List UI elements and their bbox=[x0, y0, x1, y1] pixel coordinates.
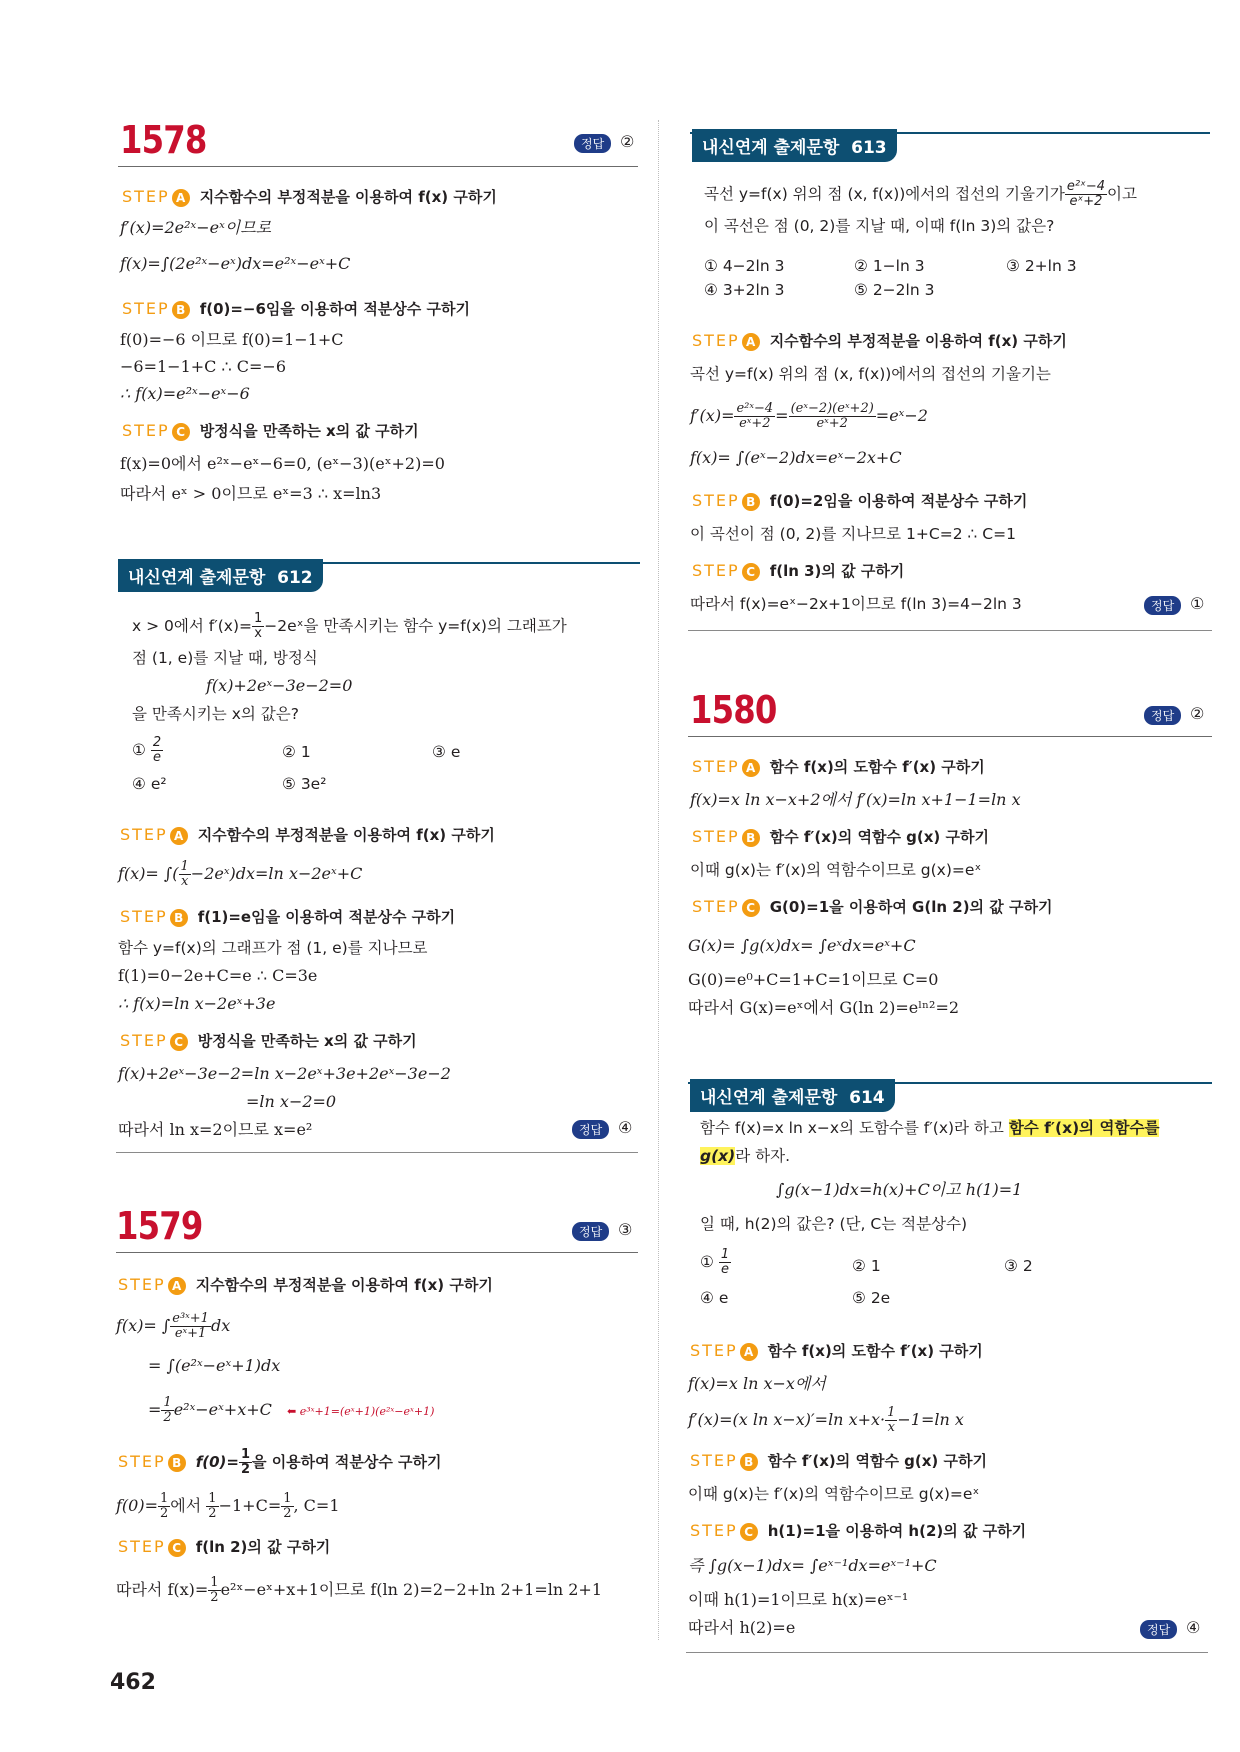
step-letter: A bbox=[172, 189, 190, 207]
text: f(x)= ∫ bbox=[116, 1316, 171, 1335]
divider bbox=[116, 1152, 638, 1153]
line: G(0)=e⁰+C=1+C=1이므로 C=0 bbox=[688, 970, 939, 989]
denominator: x bbox=[254, 626, 262, 641]
divider bbox=[688, 630, 1212, 631]
tag-number: 612 bbox=[277, 568, 313, 588]
step-word: STEP bbox=[690, 1341, 738, 1360]
answer-badge: 정답 bbox=[1140, 1620, 1177, 1639]
denominator: 2 bbox=[240, 1462, 250, 1477]
option-4: ④ e bbox=[700, 1289, 729, 1307]
equation: f(x)+2eˣ−3e−2=0 bbox=[206, 676, 353, 695]
denominator: 2 bbox=[160, 1506, 169, 1521]
line: 따라서 f(x)=eˣ−2x+1이므로 f(ln 3)=4−2ln 3 bbox=[690, 595, 1022, 613]
option-3: ③ 2+ln 3 bbox=[1006, 257, 1077, 275]
denominator: 2 bbox=[283, 1506, 292, 1521]
answer-613: ① bbox=[1190, 594, 1205, 613]
option-2: ② 1 bbox=[852, 1257, 881, 1275]
option-2: ② 1 bbox=[282, 743, 311, 761]
step-title: 함수 f(x)의 도함수 f′(x) 구하기 bbox=[769, 758, 985, 776]
text: f(x)= ∫( bbox=[118, 864, 179, 883]
tag-label: 내신연계 출제문항 bbox=[128, 568, 266, 588]
numerator: e²ˣ−4 bbox=[1066, 179, 1106, 194]
step-b-1580 bbox=[692, 826, 989, 847]
numerator: (eˣ−2)(eˣ+2) bbox=[790, 401, 874, 416]
line bbox=[118, 860, 362, 889]
text: =eˣ−2 bbox=[875, 406, 928, 425]
highlighted-text: 함수 f′(x)의 역함수를 bbox=[1008, 1119, 1160, 1137]
step-title: f(0)= bbox=[195, 1453, 239, 1471]
step-word: STEP bbox=[122, 421, 170, 440]
numerator: 1 bbox=[208, 1491, 217, 1506]
step-title: f(0)=−6임을 이용하여 적분상수 구하기 bbox=[199, 300, 470, 318]
option-3: ③ e bbox=[432, 743, 461, 761]
answer-badge: 정답 bbox=[1144, 596, 1181, 615]
text: e²ˣ−eˣ+x+1이므로 f(ln 2)=2−2+ln 2+1=ln 2+1 bbox=[220, 1580, 602, 1599]
linked-problem-tag-614 bbox=[690, 1079, 895, 1112]
step-b-614 bbox=[690, 1450, 987, 1471]
line: 함수 y=f(x)의 그래프가 점 (1, e)를 지나므로 bbox=[118, 939, 428, 957]
step-title: 지수함수의 부정적분을 이용하여 f(x) 구하기 bbox=[195, 1276, 493, 1294]
denominator: eˣ+2 bbox=[1069, 194, 1103, 209]
step-c-1580 bbox=[692, 896, 1052, 917]
step-word: STEP bbox=[692, 561, 740, 580]
fraction bbox=[1065, 180, 1107, 209]
step-word: STEP bbox=[692, 331, 740, 350]
line: f′(x)=2e²ˣ−eˣ이므로 bbox=[120, 218, 272, 237]
line: 이 곡선이 점 (0, 2)를 지나므로 1+C=2 ∴ C=1 bbox=[690, 525, 1016, 543]
step-a-1579 bbox=[118, 1274, 493, 1295]
step-c-612 bbox=[120, 1030, 417, 1051]
question-line bbox=[700, 1118, 1159, 1138]
option-2: ② 1−ln 3 bbox=[854, 257, 925, 275]
question-line bbox=[704, 180, 1137, 209]
fraction bbox=[206, 1492, 218, 1521]
step-letter: B bbox=[172, 301, 190, 319]
line: −6=1−1+C ∴ C=−6 bbox=[120, 357, 286, 376]
text: 함수 f(x)=x ln x−x의 도함수를 f′(x)라 하고 bbox=[700, 1119, 1004, 1137]
line bbox=[690, 402, 928, 431]
numerator: 1 bbox=[283, 1491, 292, 1506]
text: f(0)= bbox=[116, 1496, 158, 1515]
option-5: ⑤ 2e bbox=[852, 1289, 891, 1307]
line: ∴ f(x)=ln x−2eˣ+3e bbox=[118, 994, 276, 1013]
fraction bbox=[208, 1576, 220, 1605]
line: 따라서 h(2)=e bbox=[688, 1618, 796, 1637]
fraction bbox=[161, 1396, 173, 1425]
numerator: 2 bbox=[152, 735, 162, 750]
step-a-1580 bbox=[692, 756, 985, 777]
step-title: 지수함수의 부정적분을 이용하여 f(x) 구하기 bbox=[199, 188, 497, 206]
text: 곡선 y=f(x) 위의 점 (x, f(x))에서의 접선의 기울기가 bbox=[704, 185, 1065, 203]
text: −2eˣ)dx=ln x−2eˣ+C bbox=[190, 864, 363, 883]
step-letter: A bbox=[168, 1277, 186, 1295]
highlighted-text: g(x) bbox=[700, 1147, 736, 1165]
option-4: ④ 3+2ln 3 bbox=[704, 281, 785, 299]
step-title: 함수 f′(x)의 역함수 g(x) 구하기 bbox=[767, 1452, 987, 1470]
denominator: 2 bbox=[208, 1506, 217, 1521]
step-letter: A bbox=[740, 1343, 758, 1361]
answer-614: ④ bbox=[1186, 1618, 1201, 1637]
line bbox=[116, 1312, 230, 1341]
line: ∴ f(x)=e²ˣ−eˣ−6 bbox=[120, 384, 250, 403]
text: , C=1 bbox=[293, 1496, 340, 1515]
numerator: e³ˣ+1 bbox=[172, 1311, 209, 1326]
step-c-1578 bbox=[122, 420, 419, 441]
problem-number-1579: 1579 bbox=[116, 1204, 203, 1248]
step-letter: C bbox=[742, 563, 760, 581]
denominator: eˣ+2 bbox=[816, 416, 848, 431]
text: = bbox=[148, 1400, 162, 1419]
step-word: STEP bbox=[690, 1521, 738, 1540]
line: f(x)=x ln x−x에서 bbox=[688, 1374, 826, 1393]
text: −1=ln x bbox=[897, 1410, 964, 1429]
step-letter: C bbox=[170, 1033, 188, 1051]
numerator: 1 bbox=[210, 1575, 219, 1590]
option-5: ⑤ 2−2ln 3 bbox=[854, 281, 935, 299]
line: f(1)=0−2e+C=e ∴ C=3e bbox=[118, 966, 318, 985]
step-title: 방정식을 만족하는 x의 값 구하기 bbox=[199, 422, 419, 440]
step-word: STEP bbox=[120, 1031, 168, 1050]
tag-number: 613 bbox=[851, 138, 887, 158]
option-1 bbox=[132, 736, 163, 765]
problem-number-1578: 1578 bbox=[120, 118, 207, 162]
column-separator bbox=[658, 120, 659, 1640]
denominator: x bbox=[180, 874, 189, 889]
denominator: x bbox=[887, 1420, 895, 1435]
question-line: 일 때, h(2)의 값은? (단, C는 적분상수) bbox=[700, 1215, 968, 1233]
step-letter: A bbox=[170, 827, 188, 845]
page-number: 462 bbox=[110, 1670, 156, 1695]
line: =ln x−2=0 bbox=[246, 1092, 337, 1111]
divider bbox=[118, 166, 638, 167]
answer-badge: 정답 bbox=[572, 1222, 609, 1241]
text: x > 0에서 f′(x)= bbox=[132, 617, 252, 635]
line bbox=[116, 1492, 340, 1521]
step-word: STEP bbox=[122, 299, 170, 318]
step-letter: C bbox=[740, 1523, 758, 1541]
linked-problem-tag-613 bbox=[692, 129, 897, 162]
step-c-1579 bbox=[118, 1536, 330, 1557]
step-letter: B bbox=[168, 1454, 186, 1472]
option-1 bbox=[700, 1248, 731, 1277]
numerator: 1 bbox=[240, 1447, 250, 1462]
step-word: STEP bbox=[692, 491, 740, 510]
step-a-614 bbox=[690, 1340, 983, 1361]
answer-badge: 정답 bbox=[574, 134, 611, 153]
step-word: STEP bbox=[692, 827, 740, 846]
option-label: ① bbox=[132, 741, 146, 759]
step-title: f(ln 2)의 값 구하기 bbox=[195, 1538, 331, 1556]
line: 따라서 G(x)=eˣ에서 G(ln 2)=eˡⁿ²=2 bbox=[688, 998, 960, 1017]
text: = bbox=[775, 406, 789, 425]
step-title: h(1)=1을 이용하여 h(2)의 값 구하기 bbox=[767, 1522, 1027, 1540]
line: 이때 g(x)는 f′(x)의 역함수이므로 g(x)=eˣ bbox=[690, 861, 982, 879]
step-letter: C bbox=[172, 423, 190, 441]
text: −2eˣ을 만족시키는 함수 y=f(x)의 그래프가 bbox=[264, 617, 567, 635]
step-word: STEP bbox=[120, 825, 168, 844]
annotation-note: ⬅ e³ˣ+1=(eˣ+1)(e²ˣ−eˣ+1) bbox=[286, 1405, 435, 1418]
fraction bbox=[179, 860, 191, 889]
fraction bbox=[158, 1492, 170, 1521]
tag-number: 614 bbox=[849, 1088, 885, 1108]
fraction bbox=[151, 736, 163, 765]
step-word: STEP bbox=[118, 1537, 166, 1556]
step-a-613 bbox=[692, 330, 1067, 351]
numerator: 1 bbox=[720, 1247, 730, 1262]
step-b-613 bbox=[692, 490, 1027, 511]
step-letter: B bbox=[742, 829, 760, 847]
step-letter: A bbox=[742, 759, 760, 777]
question-line: 이 곡선은 점 (0, 2)를 지날 때, 이때 f(ln 3)의 값은? bbox=[704, 217, 1055, 235]
step-letter: B bbox=[742, 493, 760, 511]
step-c-614 bbox=[690, 1520, 1026, 1541]
line: f(x)=x ln x−x+2에서 f′(x)=ln x+1−1=ln x bbox=[690, 790, 1021, 809]
text: 이고 bbox=[1107, 185, 1137, 203]
denominator: e bbox=[720, 1262, 729, 1277]
step-letter: A bbox=[742, 333, 760, 351]
numerator: 1 bbox=[253, 611, 263, 626]
answer-badge: 정답 bbox=[1144, 706, 1181, 725]
text: dx bbox=[210, 1316, 231, 1335]
text: 에서 bbox=[170, 1496, 202, 1515]
step-word: STEP bbox=[692, 897, 740, 916]
step-title: f(ln 3)의 값 구하기 bbox=[769, 562, 905, 580]
denominator: e bbox=[152, 750, 161, 765]
step-title: 지수함수의 부정적분을 이용하여 f(x) 구하기 bbox=[197, 826, 495, 844]
denominator: 2 bbox=[210, 1590, 219, 1605]
step-a-1578 bbox=[122, 186, 497, 207]
step-letter: B bbox=[740, 1453, 758, 1471]
fraction bbox=[885, 1406, 897, 1435]
step-word: STEP bbox=[120, 907, 168, 926]
option-1: ① 4−2ln 3 bbox=[704, 257, 785, 275]
step-word: STEP bbox=[122, 187, 170, 206]
line bbox=[688, 1406, 964, 1435]
numerator: 1 bbox=[163, 1395, 172, 1410]
option-label: ① bbox=[700, 1253, 714, 1271]
line: 즉 ∫g(x−1)dx= ∫eˣ⁻¹dx=eˣ⁻¹+C bbox=[688, 1556, 937, 1575]
step-title: 함수 f(x)의 도함수 f′(x) 구하기 bbox=[767, 1342, 983, 1360]
question-line bbox=[132, 612, 567, 641]
question-line bbox=[700, 1146, 790, 1166]
step-title: 지수함수의 부정적분을 이용하여 f(x) 구하기 bbox=[769, 332, 1067, 350]
text: 라 하자. bbox=[735, 1147, 791, 1165]
step-title: f(1)=e임을 이용하여 적분상수 구하기 bbox=[197, 908, 456, 926]
fraction bbox=[239, 1448, 252, 1477]
answer-1578: ② bbox=[620, 132, 635, 151]
step-word: STEP bbox=[692, 757, 740, 776]
line: f(x)=∫(2e²ˣ−eˣ)dx=e²ˣ−eˣ+C bbox=[120, 254, 351, 273]
step-word: STEP bbox=[690, 1451, 738, 1470]
problem-number-1580: 1580 bbox=[690, 688, 777, 732]
fraction bbox=[719, 1248, 731, 1277]
step-b-1578 bbox=[122, 298, 470, 319]
option-5: ⑤ 3e² bbox=[282, 775, 327, 793]
text: e²ˣ−eˣ+x+C bbox=[173, 1400, 272, 1419]
option-4: ④ e² bbox=[132, 775, 167, 793]
fraction bbox=[252, 612, 264, 641]
step-letter: B bbox=[170, 909, 188, 927]
text: 따라서 f(x)= bbox=[116, 1580, 209, 1599]
step-b-612 bbox=[120, 906, 455, 927]
step-letter: C bbox=[742, 899, 760, 917]
line bbox=[116, 1576, 602, 1605]
answer-612: ④ bbox=[618, 1118, 633, 1137]
step-letter: C bbox=[168, 1539, 186, 1557]
question-line: 점 (1, e)를 지날 때, 방정식 bbox=[132, 649, 318, 667]
line: 따라서 eˣ > 0이므로 eˣ=3 ∴ x=ln3 bbox=[120, 484, 382, 503]
step-title: 을 이용하여 적분상수 구하기 bbox=[251, 1453, 442, 1471]
numerator: e²ˣ−4 bbox=[736, 401, 774, 416]
numerator: 1 bbox=[160, 1491, 169, 1506]
fraction bbox=[281, 1492, 293, 1521]
linked-problem-tag-612 bbox=[118, 559, 323, 592]
numerator: 1 bbox=[180, 859, 189, 874]
denominator: 2 bbox=[163, 1410, 172, 1425]
question-line: 을 만족시키는 x의 값은? bbox=[132, 705, 299, 723]
step-word: STEP bbox=[118, 1275, 166, 1294]
line bbox=[148, 1396, 434, 1425]
line: f(x)= ∫(eˣ−2)dx=eˣ−2x+C bbox=[690, 448, 902, 467]
denominator: eˣ+2 bbox=[739, 416, 771, 431]
step-c-613 bbox=[692, 560, 904, 581]
line: G(x)= ∫g(x)dx= ∫eˣdx=eˣ+C bbox=[688, 936, 916, 955]
line: f(x)=0에서 e²ˣ−eˣ−6=0, (eˣ−3)(eˣ+2)=0 bbox=[120, 454, 445, 473]
text: f′(x)=(x ln x−x)′=ln x+x· bbox=[688, 1410, 886, 1429]
step-title: G(0)=1을 이용하여 G(ln 2)의 값 구하기 bbox=[769, 898, 1053, 916]
answer-1579: ③ bbox=[618, 1220, 633, 1239]
step-title: f(0)=2임을 이용하여 적분상수 구하기 bbox=[769, 492, 1028, 510]
fraction bbox=[789, 402, 876, 431]
answer-badge: 정답 bbox=[572, 1120, 609, 1139]
text: −1+C= bbox=[218, 1496, 282, 1515]
step-word: STEP bbox=[118, 1452, 166, 1471]
step-b-1579 bbox=[118, 1448, 442, 1477]
denominator: eˣ+1 bbox=[174, 1326, 207, 1341]
line: f(0)=−6 이므로 f(0)=1−1+C bbox=[120, 330, 344, 349]
tag-label: 내신연계 출제문항 bbox=[702, 138, 840, 158]
line: 따라서 ln x=2이므로 x=e² bbox=[118, 1120, 313, 1139]
step-title: 함수 f′(x)의 역함수 g(x) 구하기 bbox=[769, 828, 989, 846]
numerator: 1 bbox=[887, 1405, 896, 1420]
divider bbox=[686, 1652, 1208, 1653]
answer-1580: ② bbox=[1190, 704, 1205, 723]
option-3: ③ 2 bbox=[1004, 1257, 1033, 1275]
line: 이때 h(1)=1이므로 h(x)=eˣ⁻¹ bbox=[688, 1590, 909, 1609]
line: 곡선 y=f(x) 위의 점 (x, f(x))에서의 접선의 기울기는 bbox=[690, 365, 1051, 383]
step-title: 방정식을 만족하는 x의 값 구하기 bbox=[197, 1032, 417, 1050]
line: f(x)+2eˣ−3e−2=ln x−2eˣ+3e+2eˣ−3e−2 bbox=[118, 1064, 451, 1083]
text: f′(x)= bbox=[690, 406, 735, 425]
tag-label: 내신연계 출제문항 bbox=[700, 1088, 838, 1108]
line: 이때 g(x)는 f′(x)의 역함수이므로 g(x)=eˣ bbox=[688, 1485, 980, 1503]
line: = ∫(e²ˣ−eˣ+1)dx bbox=[148, 1356, 281, 1375]
step-a-612 bbox=[120, 824, 495, 845]
equation: ∫g(x−1)dx=h(x)+C이고 h(1)=1 bbox=[776, 1180, 1023, 1199]
divider bbox=[116, 1252, 638, 1253]
fraction bbox=[170, 1312, 211, 1341]
divider bbox=[688, 736, 1212, 737]
fraction bbox=[734, 402, 775, 431]
